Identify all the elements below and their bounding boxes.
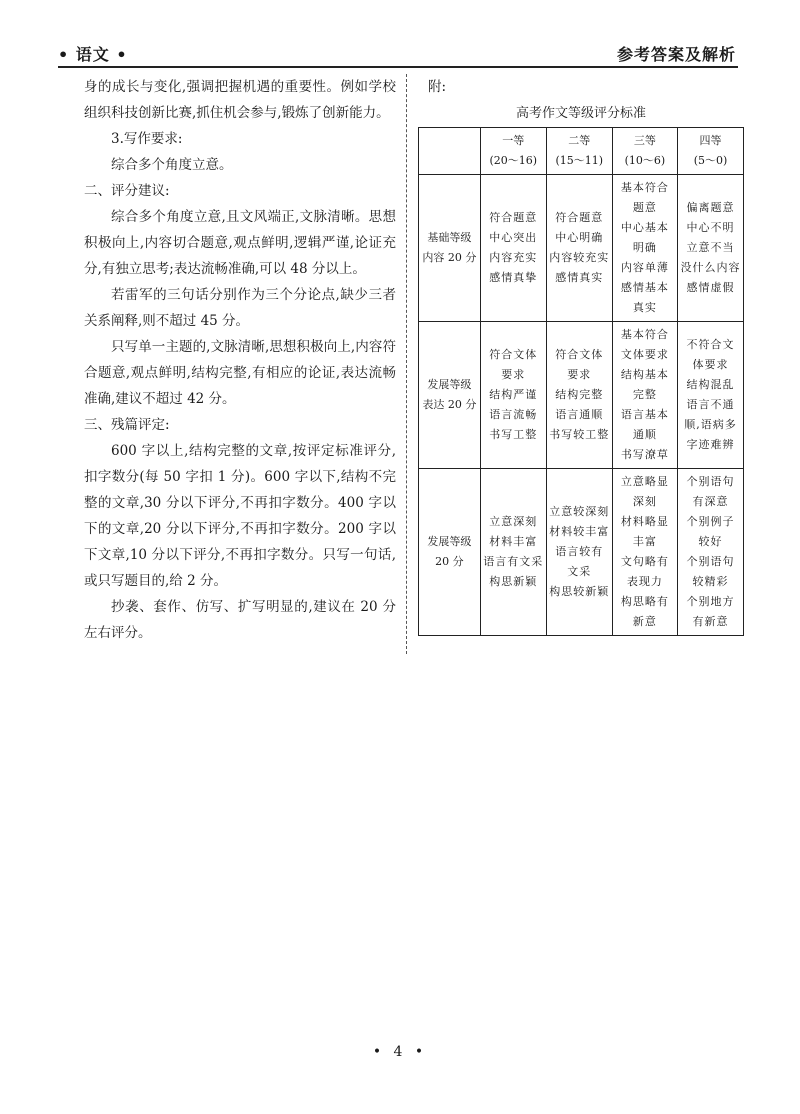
criteria-line: 感情虚假 [686, 281, 735, 294]
criteria-cell [546, 322, 612, 469]
grade-range: (10～6) [624, 154, 666, 167]
criteria-line: 表现力 [626, 575, 663, 588]
grade-range: (15～11) [555, 154, 604, 167]
criteria-line: 不符合文 [686, 338, 735, 351]
grade-range: (5～0) [693, 154, 728, 167]
criteria-line: 有深意 [692, 495, 729, 508]
criteria-line: 结构完整 [555, 388, 604, 401]
criteria-line: 文体要求 [620, 348, 669, 361]
criteria-line: 偏离题意 [686, 201, 735, 214]
criteria-line: 符合文体 [489, 348, 538, 361]
criteria-line: 题意 [632, 201, 657, 214]
criteria-line: 字迹难辨 [686, 438, 735, 451]
criteria-cell [480, 469, 546, 636]
criteria-cell [612, 469, 677, 636]
criteria-line: 感情真挚 [489, 271, 538, 284]
criteria-line: 中心突出 [489, 231, 538, 244]
criteria-line: 感情基本 [620, 281, 669, 294]
grade-name: 三等 [633, 134, 656, 147]
criteria-cell [480, 175, 546, 322]
row-header-line: 20 分 [435, 555, 464, 568]
criteria-cell [546, 469, 612, 636]
criteria-line: 材料较丰富 [549, 525, 610, 538]
subject-label: • 语文 • [58, 45, 128, 64]
criteria-line: 个别地方 [686, 595, 735, 608]
criteria-line: 没什么内容 [680, 261, 741, 274]
row-header-cell [419, 175, 481, 322]
criteria-cell [612, 322, 677, 469]
paragraph: 只写单一主题的,文脉清晰,思想积极向上,内容符合题意,观点鲜明,结构完整,有相应的论证,表达流畅准确,建议不超过 42 分。 [84, 339, 396, 407]
criteria-line: 文句略有 [620, 555, 669, 568]
paragraph: 若雷军的三句话分别作为三个分论点,缺少三者关系阐释,则不超过 45 分。 [84, 287, 396, 329]
criteria-line: 结构混乱 [686, 378, 735, 391]
criteria-line: 较精彩 [692, 575, 729, 588]
table-row [419, 469, 744, 636]
paragraph: 综合多个角度立意。 [111, 157, 233, 173]
grade-name: 二等 [568, 134, 591, 147]
criteria-line: 个别例子 [686, 515, 735, 528]
page-number: • 4 • [372, 1044, 428, 1060]
criteria-line: 基本符合 [620, 181, 669, 194]
paragraph: 二、评分建议: [84, 183, 170, 199]
criteria-line: 真实 [632, 301, 657, 314]
paragraph: 三、残篇评定: [84, 417, 170, 433]
criteria-line: 语言通顺 [555, 408, 604, 421]
table-corner-cell [419, 128, 481, 175]
right-column [418, 74, 744, 636]
criteria-line: 有新意 [692, 615, 729, 628]
criteria-line: 体要求 [692, 358, 729, 371]
paragraph: 600 字以上,结构完整的文章,按评定标准评分,扣字数分(每 50 字扣 1 分)。600 字以下,结构不完整的文章,30 分以下评分,不再扣字数分。400 字以下的文章,20 分以下评分,不再扣字数分。200 字以下文章,10 分以下评分,不再扣字数分。只写一句话,或只写题目的,给 2 分。 [84, 443, 396, 589]
criteria-line: 较好 [698, 535, 723, 548]
table-row [419, 322, 744, 469]
grade-name: 一等 [502, 134, 525, 147]
criteria-line: 要求 [501, 368, 526, 381]
criteria-cell [678, 469, 744, 636]
criteria-line: 语言基本 [620, 408, 669, 421]
criteria-line: 语言有文采 [483, 555, 544, 568]
grading-table [418, 127, 744, 636]
criteria-line: 深刻 [632, 495, 657, 508]
criteria-cell [480, 322, 546, 469]
criteria-line: 内容充实 [489, 251, 538, 264]
criteria-line: 结构严谨 [489, 388, 538, 401]
criteria-line: 书写工整 [489, 428, 538, 441]
grade-range: (20～16) [489, 154, 538, 167]
paragraph: 综合多个角度立意,且文风端正,文脉清晰。思想积极向上,内容切合题意,观点鲜明,逻辑严谨,论证充分,有独立思考;表达流畅准确,可以 48 分以上。 [84, 209, 396, 277]
paragraph: 3.写作要求: [111, 131, 183, 147]
criteria-line: 中心不明 [686, 221, 735, 234]
criteria-line: 语言流畅 [489, 408, 538, 421]
criteria-line: 要求 [567, 368, 592, 381]
table-header-row [419, 128, 744, 175]
criteria-line: 构思略有 [620, 595, 669, 608]
criteria-line: 符合文体 [555, 348, 604, 361]
criteria-line: 个别语句 [686, 475, 735, 488]
appendix-label: 附: [428, 79, 447, 95]
criteria-line: 内容较充实 [549, 251, 610, 264]
criteria-line: 感情真实 [555, 271, 604, 284]
criteria-line: 内容单薄 [620, 261, 669, 274]
criteria-line: 基本符合 [620, 328, 669, 341]
criteria-cell [546, 175, 612, 322]
criteria-line: 通顺 [632, 428, 657, 441]
criteria-line: 立意不当 [686, 241, 735, 254]
criteria-line: 中心基本 [620, 221, 669, 234]
criteria-line: 顺,语病多 [684, 418, 737, 431]
criteria-line: 符合题意 [555, 211, 604, 224]
row-header-line: 内容 20 分 [422, 251, 477, 264]
column-divider [406, 74, 407, 654]
criteria-line: 丰富 [632, 535, 657, 548]
criteria-line: 立意略显 [620, 475, 669, 488]
grade-column-header [546, 128, 612, 175]
criteria-line: 中心明确 [555, 231, 604, 244]
criteria-line: 新意 [632, 615, 657, 628]
row-header-line: 发展等级 [427, 378, 472, 391]
header-rule [58, 66, 738, 68]
row-header-line: 发展等级 [427, 535, 472, 548]
section-title: 参考答案及解析 [616, 45, 736, 64]
criteria-cell [678, 322, 744, 469]
criteria-line: 语言较有 [555, 545, 604, 558]
criteria-line: 书写潦草 [620, 448, 669, 461]
row-header-cell [419, 469, 481, 636]
criteria-line: 材料略显 [620, 515, 669, 528]
table-row [419, 175, 744, 322]
criteria-line: 文采 [567, 565, 592, 578]
criteria-line: 个别语句 [686, 555, 735, 568]
criteria-line: 语言不通 [686, 398, 735, 411]
row-header-line: 基础等级 [427, 231, 472, 244]
row-header-line: 表达 20 分 [422, 398, 477, 411]
paragraph: 抄袭、套作、仿写、扩写明显的,建议在 20 分左右评分。 [84, 599, 396, 641]
grade-name: 四等 [699, 134, 722, 147]
left-column [84, 74, 396, 646]
criteria-line: 构思新颖 [489, 575, 538, 588]
grade-column-header [678, 128, 744, 175]
paragraph: 身的成长与变化,强调把握机遇的重要性。例如学校组织科技创新比赛,抓住机会参与,锻炼了创新能力。 [84, 79, 396, 121]
table-title: 高考作文等级评分标准 [515, 106, 646, 121]
criteria-line: 结构基本 [620, 368, 669, 381]
criteria-cell [678, 175, 744, 322]
criteria-line: 材料丰富 [489, 535, 538, 548]
criteria-line: 完整 [632, 388, 657, 401]
grade-column-header [480, 128, 546, 175]
criteria-line: 符合题意 [489, 211, 538, 224]
row-header-cell [419, 322, 481, 469]
criteria-line: 构思较新颖 [549, 585, 610, 598]
criteria-cell [612, 175, 677, 322]
criteria-line: 书写较工整 [549, 428, 610, 441]
criteria-line: 立意较深刻 [549, 505, 610, 518]
grade-column-header [612, 128, 677, 175]
criteria-line: 立意深刻 [489, 515, 538, 528]
criteria-line: 明确 [632, 241, 657, 254]
